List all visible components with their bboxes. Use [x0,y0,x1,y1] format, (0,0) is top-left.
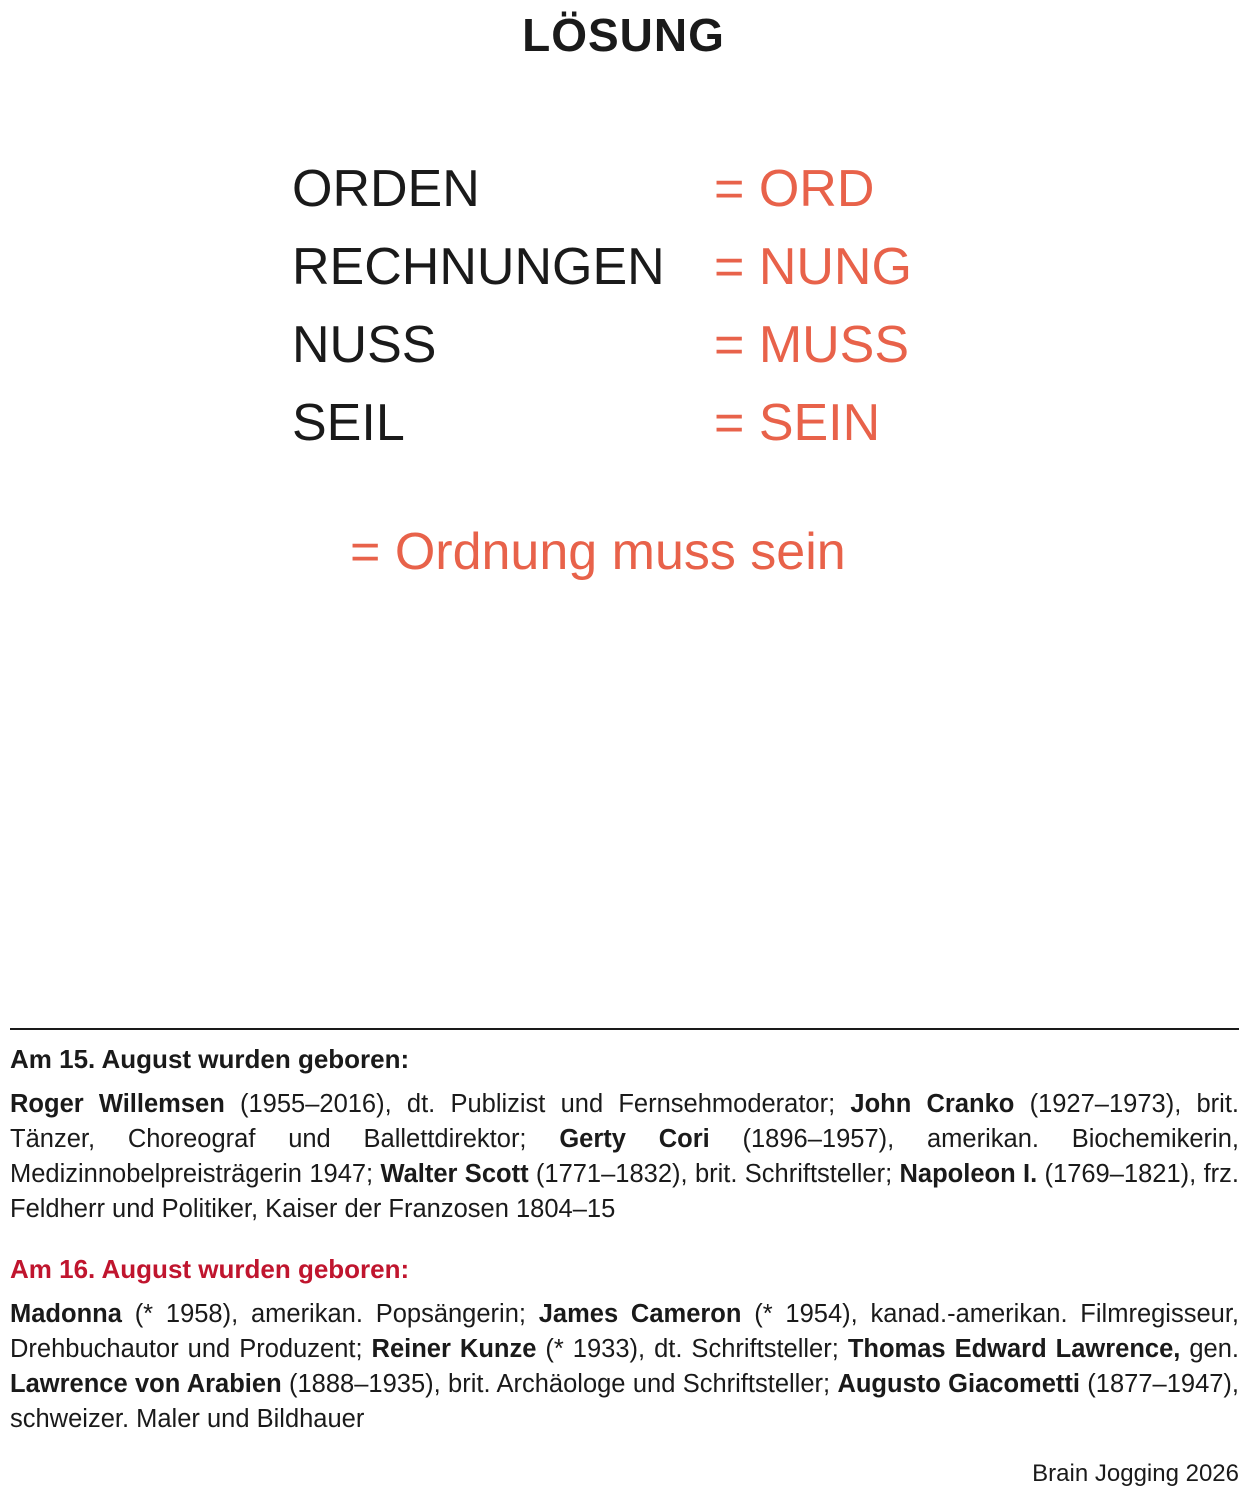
person-name: Roger Willemsen [10,1090,225,1118]
person-details: (1769–1821), frz. Feldherr und Politiker, Kaiser der Franzosen 1804–15 [10,1160,1239,1223]
birthdays-aug-15 [10,1042,1239,1227]
puzzle-word: ORDEN [292,160,480,218]
puzzle-answer: = MUSS [714,316,910,374]
section-heading: Am 15. August wurden geboren: [10,1044,410,1074]
person-name: Napoleon I. [899,1160,1038,1188]
person-name: Lawrence von Arabien [10,1370,282,1398]
puzzle-word: SEIL [292,394,405,452]
puzzle-answer: = ORD [714,160,875,218]
puzzle-grid [292,150,912,462]
puzzle-word: NUSS [292,316,437,374]
person-details: (1927–1973), brit. Tänzer, Choreograf und Ballettdirektor; [10,1090,1239,1153]
person-details: (1888–1935), brit. Archäologe und Schriftsteller; [281,1370,838,1398]
birthdays-paragraph [10,1297,1239,1437]
person-details: (* 1958), amerikan. Popsängerin; [121,1300,539,1328]
footer-credit: Brain Jogging 2026 [1032,1460,1239,1487]
person-details: (1877–1947), schweizer. Maler und Bildhauer [10,1370,1240,1433]
person-name: Gerty Cori [559,1125,710,1153]
puzzle-answer: = NUNG [714,238,912,296]
person-details: (* 1954), kanad.-amerikan. Filmregisseur, Drehbuchautor und Produzent; [10,1300,1240,1363]
birthdays-paragraph [10,1087,1239,1227]
birthdays-aug-16 [10,1252,1239,1437]
person-details: (* 1933), dt. Schriftsteller; [536,1335,848,1363]
person-details: (1955–2016), dt. Publizist und Fernsehmoderator; [224,1090,851,1118]
person-name: Augusto Giacometti [837,1370,1080,1398]
person-name: Thomas Edward Lawrence, [847,1335,1181,1363]
person-name: Reiner Kunze [371,1335,537,1363]
person-details: gen. [1180,1335,1240,1363]
puzzle-answer: = SEIN [714,394,881,452]
person-details: (1771–1832), brit. Schriftsteller; [528,1160,900,1188]
person-name: Madonna [10,1300,122,1328]
puzzle-word: RECHNUNGEN [292,238,665,296]
person-details: (1896–1957), amerikan. Biochemikerin, Medizinnobelpreisträgerin 1947; [10,1125,1239,1188]
person-name: Walter Scott [380,1160,529,1188]
solution-phrase: = Ordnung muss sein [350,523,846,581]
person-name: John Cranko [850,1090,1015,1118]
section-heading: Am 16. August wurden geboren: [10,1254,410,1284]
divider [10,1028,1239,1030]
page-title: LÖSUNG [522,9,725,61]
person-name: James Cameron [538,1300,742,1328]
